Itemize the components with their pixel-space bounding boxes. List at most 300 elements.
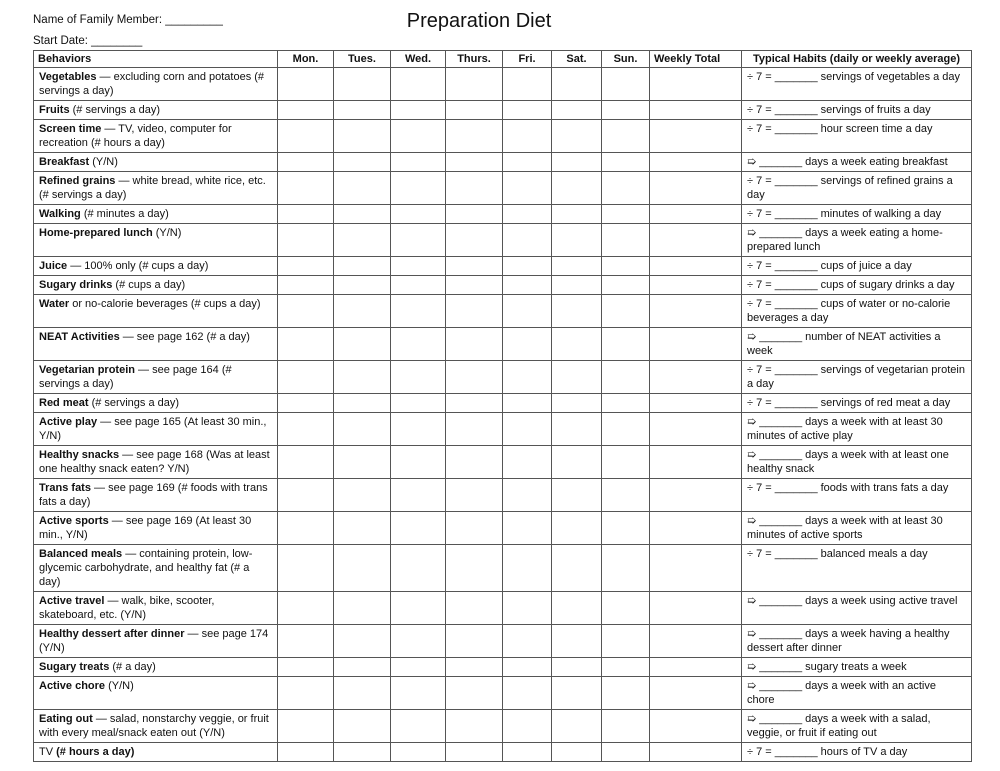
sat-entry-cell[interactable] — [552, 479, 602, 512]
sat-entry-cell[interactable] — [552, 328, 602, 361]
fri-entry-cell[interactable] — [503, 361, 552, 394]
fri-entry-cell[interactable] — [503, 625, 552, 658]
thu-entry-cell[interactable] — [446, 479, 503, 512]
wed-entry-cell[interactable] — [391, 710, 446, 743]
wed-entry-cell[interactable] — [391, 658, 446, 677]
table-row — [34, 328, 972, 361]
fri-entry-cell[interactable] — [503, 743, 552, 762]
behavior-name: Active play — [39, 416, 98, 428]
weekly-total-cell[interactable] — [650, 295, 742, 328]
fri-entry-cell[interactable] — [503, 446, 552, 479]
tue-entry-cell[interactable] — [334, 394, 391, 413]
behavior-name: Sugary drinks — [39, 279, 113, 291]
wed-entry-cell[interactable] — [391, 479, 446, 512]
mon-entry-cell[interactable] — [278, 295, 334, 328]
fri-entry-cell[interactable] — [503, 257, 552, 276]
table-row — [34, 677, 972, 710]
thu-entry-cell[interactable] — [446, 224, 503, 257]
mon-entry-cell[interactable] — [278, 545, 334, 592]
wed-entry-cell[interactable] — [391, 394, 446, 413]
thu-entry-cell[interactable] — [446, 446, 503, 479]
thu-entry-cell[interactable] — [446, 153, 503, 172]
tue-entry-cell[interactable] — [334, 592, 391, 625]
weekly-total-cell[interactable] — [650, 710, 742, 743]
tue-entry-cell[interactable] — [334, 479, 391, 512]
mon-entry-cell[interactable] — [278, 394, 334, 413]
weekly-total-cell[interactable] — [650, 658, 742, 677]
mon-entry-cell[interactable] — [278, 68, 334, 101]
typical-habit-cell: ➯ _______ days a week using active travel — [742, 592, 972, 625]
sat-entry-cell[interactable] — [552, 545, 602, 592]
wed-entry-cell[interactable] — [391, 677, 446, 710]
typical-habit-cell: ➯ _______ days a week eating a home-prepared lunch — [742, 224, 972, 257]
sat-entry-cell[interactable] — [552, 413, 602, 446]
page-title: Preparation Diet — [406, 10, 552, 32]
mon-entry-cell[interactable] — [278, 361, 334, 394]
table-row — [34, 658, 972, 677]
tue-entry-cell[interactable] — [334, 205, 391, 224]
behavior-detail: or no-calorie beverages (# cups a day) — [69, 298, 261, 310]
wed-entry-cell[interactable] — [391, 153, 446, 172]
start-date-field[interactable]: Start Date: ________ — [33, 35, 143, 47]
mon-entry-cell[interactable] — [278, 224, 334, 257]
table-row — [34, 120, 972, 153]
weekly-total-cell[interactable] — [650, 512, 742, 545]
behavior-cell — [34, 446, 278, 479]
mon-entry-cell[interactable] — [278, 479, 334, 512]
sun-entry-cell[interactable] — [602, 743, 650, 762]
typical-habit-cell: ÷ 7 = _______ balanced meals a day — [742, 545, 972, 592]
behavior-detail: — walk, bike, scooter, skateboard, etc. (Y/N) — [39, 595, 215, 621]
tue-entry-cell[interactable] — [334, 512, 391, 545]
table-row — [34, 479, 972, 512]
sun-entry-cell[interactable] — [602, 413, 650, 446]
behavior-name: Healthy dessert after dinner — [39, 628, 185, 640]
wed-entry-cell[interactable] — [391, 101, 446, 120]
fri-entry-cell[interactable] — [503, 479, 552, 512]
behavior-cell — [34, 101, 278, 120]
tue-header: Tues. — [334, 51, 391, 68]
sun-entry-cell[interactable] — [602, 446, 650, 479]
fri-entry-cell[interactable] — [503, 677, 552, 710]
mon-entry-cell[interactable] — [278, 328, 334, 361]
typical-habit-cell: ÷ 7 = _______ minutes of walking a day — [742, 205, 972, 224]
behavior-name: Balanced meals — [39, 548, 123, 560]
fri-entry-cell[interactable] — [503, 413, 552, 446]
typical-habit-cell: ÷ 7 = _______ hour screen time a day — [742, 120, 972, 153]
fri-entry-cell[interactable] — [503, 394, 552, 413]
wed-entry-cell[interactable] — [391, 328, 446, 361]
sun-entry-cell[interactable] — [602, 512, 650, 545]
thu-entry-cell[interactable] — [446, 592, 503, 625]
wed-entry-cell[interactable] — [391, 172, 446, 205]
sat-entry-cell[interactable] — [552, 172, 602, 205]
typical-habit-cell: ÷ 7 = _______ servings of red meat a day — [742, 394, 972, 413]
table-row — [34, 68, 972, 101]
behavior-detail: — see page 165 (At least 30 min., Y/N) — [39, 416, 267, 442]
tue-entry-cell[interactable] — [334, 68, 391, 101]
behavior-detail: — containing protein, low-glycemic carbohydrate, and healthy fat (# a day) — [39, 548, 253, 588]
behavior-cell — [34, 205, 278, 224]
sat-entry-cell[interactable] — [552, 710, 602, 743]
behavior-detail: — see page 162 (# a day) — [119, 331, 250, 343]
sun-entry-cell[interactable] — [602, 276, 650, 295]
table-row — [34, 276, 972, 295]
wed-entry-cell[interactable] — [391, 545, 446, 592]
fri-entry-cell[interactable] — [503, 512, 552, 545]
behavior-cell — [34, 710, 278, 743]
behavior-name: Screen time — [39, 123, 102, 135]
wed-entry-cell[interactable] — [391, 120, 446, 153]
weekly-total-cell[interactable] — [650, 257, 742, 276]
fri-entry-cell[interactable] — [503, 658, 552, 677]
behavior-cell — [34, 172, 278, 205]
typical-habit-cell: ÷ 7 = _______ cups of water or no-calorie beverages a day — [742, 295, 972, 328]
tue-entry-cell[interactable] — [334, 328, 391, 361]
sun-header: Sun. — [602, 51, 650, 68]
behavior-prefix: TV — [39, 746, 57, 758]
thu-entry-cell[interactable] — [446, 68, 503, 101]
table-row — [34, 394, 972, 413]
weekly-total-cell[interactable] — [650, 276, 742, 295]
behavior-name: Walking — [39, 208, 81, 220]
wed-entry-cell[interactable] — [391, 512, 446, 545]
weekly-total-cell[interactable] — [650, 101, 742, 120]
behavior-detail: — excluding corn and potatoes (# servings a day) — [39, 71, 265, 97]
sun-entry-cell[interactable] — [602, 172, 650, 205]
tue-entry-cell[interactable] — [334, 545, 391, 592]
sat-entry-cell[interactable] — [552, 658, 602, 677]
wed-entry-cell[interactable] — [391, 257, 446, 276]
thu-entry-cell[interactable] — [446, 172, 503, 205]
mon-entry-cell[interactable] — [278, 153, 334, 172]
sun-entry-cell[interactable] — [602, 101, 650, 120]
fri-entry-cell[interactable] — [503, 224, 552, 257]
behavior-cell — [34, 677, 278, 710]
behavior-detail: — white bread, white rice, etc. (# servings a day) — [39, 175, 266, 201]
behavior-cell — [34, 625, 278, 658]
tue-entry-cell[interactable] — [334, 413, 391, 446]
mon-header: Mon. — [278, 51, 334, 68]
mon-entry-cell[interactable] — [278, 120, 334, 153]
sun-entry-cell[interactable] — [602, 658, 650, 677]
sat-entry-cell[interactable] — [552, 592, 602, 625]
weekly-total-cell[interactable] — [650, 446, 742, 479]
thu-entry-cell[interactable] — [446, 545, 503, 592]
weekly-total-cell[interactable] — [650, 224, 742, 257]
thu-entry-cell[interactable] — [446, 625, 503, 658]
behavior-name: Vegetarian protein — [39, 364, 135, 376]
behavior-cell — [34, 153, 278, 172]
mon-entry-cell[interactable] — [278, 592, 334, 625]
table-row — [34, 625, 972, 658]
tue-entry-cell[interactable] — [334, 153, 391, 172]
fri-entry-cell[interactable] — [503, 101, 552, 120]
fri-entry-cell[interactable] — [503, 295, 552, 328]
weekly-total-cell[interactable] — [650, 413, 742, 446]
mon-entry-cell[interactable] — [278, 710, 334, 743]
typical-habit-cell: ➯ _______ days a week eating breakfast — [742, 153, 972, 172]
typical-habit-cell: ÷ 7 = _______ cups of juice a day — [742, 257, 972, 276]
typical-habits-header: Typical Habits (daily or weekly average) — [742, 51, 972, 68]
thu-entry-cell[interactable] — [446, 276, 503, 295]
sat-entry-cell[interactable] — [552, 68, 602, 101]
fri-entry-cell[interactable] — [503, 68, 552, 101]
sat-entry-cell[interactable] — [552, 625, 602, 658]
wed-entry-cell[interactable] — [391, 413, 446, 446]
wed-entry-cell[interactable] — [391, 224, 446, 257]
mon-entry-cell[interactable] — [278, 512, 334, 545]
sun-entry-cell[interactable] — [602, 328, 650, 361]
behavior-detail: — see page 169 (# foods with trans fats a day) — [39, 482, 268, 508]
typical-habit-cell: ÷ 7 = _______ foods with trans fats a day — [742, 479, 972, 512]
sun-entry-cell[interactable] — [602, 257, 650, 276]
fri-entry-cell[interactable] — [503, 172, 552, 205]
mon-entry-cell[interactable] — [278, 276, 334, 295]
table-row — [34, 512, 972, 545]
mon-entry-cell[interactable] — [278, 101, 334, 120]
behavior-cell — [34, 592, 278, 625]
sun-entry-cell[interactable] — [602, 361, 650, 394]
tue-entry-cell[interactable] — [334, 172, 391, 205]
weekly-total-cell[interactable] — [650, 743, 742, 762]
mon-entry-cell[interactable] — [278, 658, 334, 677]
weekly-total-cell[interactable] — [650, 205, 742, 224]
sun-entry-cell[interactable] — [602, 68, 650, 101]
sat-entry-cell[interactable] — [552, 205, 602, 224]
thu-entry-cell[interactable] — [446, 394, 503, 413]
weekly-total-cell[interactable] — [650, 328, 742, 361]
weekly-total-cell[interactable] — [650, 172, 742, 205]
behavior-name: NEAT Activities — [39, 331, 120, 343]
tue-entry-cell[interactable] — [334, 361, 391, 394]
sat-header: Sat. — [552, 51, 602, 68]
behavior-cell — [34, 413, 278, 446]
sun-entry-cell[interactable] — [602, 677, 650, 710]
sun-entry-cell[interactable] — [602, 224, 650, 257]
behavior-name: Active sports — [39, 515, 109, 527]
sat-entry-cell[interactable] — [552, 153, 602, 172]
typical-habit-cell: ➯ _______ days a week having a healthy dessert after dinner — [742, 625, 972, 658]
behavior-cell — [34, 120, 278, 153]
behavior-detail: (# a day) — [109, 661, 156, 673]
thu-entry-cell[interactable] — [446, 328, 503, 361]
mon-entry-cell[interactable] — [278, 205, 334, 224]
table-row — [34, 257, 972, 276]
fri-entry-cell[interactable] — [503, 710, 552, 743]
tue-entry-cell[interactable] — [334, 276, 391, 295]
sun-entry-cell[interactable] — [602, 625, 650, 658]
mon-entry-cell[interactable] — [278, 446, 334, 479]
weekly-total-cell[interactable] — [650, 361, 742, 394]
table-row — [34, 413, 972, 446]
weekly-total-cell[interactable] — [650, 68, 742, 101]
behavior-name: Vegetables — [39, 71, 97, 83]
weekly-total-cell[interactable] — [650, 153, 742, 172]
tue-entry-cell[interactable] — [334, 101, 391, 120]
behavior-name: Active travel — [39, 595, 105, 607]
sun-entry-cell[interactable] — [602, 120, 650, 153]
sun-entry-cell[interactable] — [602, 153, 650, 172]
table-row — [34, 743, 972, 762]
sat-entry-cell[interactable] — [552, 224, 602, 257]
typical-habit-cell: ➯ _______ number of NEAT activities a week — [742, 328, 972, 361]
sat-entry-cell[interactable] — [552, 743, 602, 762]
sun-entry-cell[interactable] — [602, 710, 650, 743]
weekly-total-cell[interactable] — [650, 625, 742, 658]
behavior-name: Water — [39, 298, 70, 310]
behavior-name: Sugary treats — [39, 661, 110, 673]
wed-entry-cell[interactable] — [391, 295, 446, 328]
behavior-detail: — see page 168 (Was at least one healthy snack eaten? Y/N) — [39, 449, 270, 475]
tue-entry-cell[interactable] — [334, 625, 391, 658]
behavior-detail: (# servings a day) — [69, 104, 161, 116]
behavior-name: Juice — [39, 260, 68, 272]
behavior-name: Healthy snacks — [39, 449, 120, 461]
fri-entry-cell[interactable] — [503, 592, 552, 625]
table-row — [34, 172, 972, 205]
thu-entry-cell[interactable] — [446, 361, 503, 394]
behavior-name: Breakfast — [39, 156, 90, 168]
tue-entry-cell[interactable] — [334, 446, 391, 479]
tue-entry-cell[interactable] — [334, 295, 391, 328]
sun-entry-cell[interactable] — [602, 205, 650, 224]
mon-entry-cell[interactable] — [278, 677, 334, 710]
behavior-name: Red meat — [39, 397, 89, 409]
wed-header: Wed. — [391, 51, 446, 68]
behavior-name: (# hours a day) — [56, 746, 135, 758]
behavior-name: Home-prepared lunch — [39, 227, 153, 239]
mon-entry-cell[interactable] — [278, 743, 334, 762]
sun-entry-cell[interactable] — [602, 545, 650, 592]
tue-entry-cell[interactable] — [334, 658, 391, 677]
behavior-cell — [34, 479, 278, 512]
sat-entry-cell[interactable] — [552, 120, 602, 153]
behavior-cell — [34, 394, 278, 413]
thu-entry-cell[interactable] — [446, 295, 503, 328]
fri-entry-cell[interactable] — [503, 276, 552, 295]
behavior-detail: — TV, video, computer for recreation (# hours a day) — [39, 123, 232, 149]
table-row — [34, 295, 972, 328]
weekly-total-cell[interactable] — [650, 677, 742, 710]
thu-entry-cell[interactable] — [446, 120, 503, 153]
behavior-cell — [34, 328, 278, 361]
sat-entry-cell[interactable] — [552, 446, 602, 479]
fri-entry-cell[interactable] — [503, 328, 552, 361]
behavior-cell — [34, 68, 278, 101]
sat-entry-cell[interactable] — [552, 101, 602, 120]
wed-entry-cell[interactable] — [391, 68, 446, 101]
typical-habit-cell: ÷ 7 = _______ servings of vegetarian protein a day — [742, 361, 972, 394]
behavior-name: Active chore — [39, 680, 106, 692]
thu-entry-cell[interactable] — [446, 658, 503, 677]
thu-entry-cell[interactable] — [446, 257, 503, 276]
tue-entry-cell[interactable] — [334, 224, 391, 257]
mon-entry-cell[interactable] — [278, 413, 334, 446]
behavior-detail: — 100% only (# cups a day) — [67, 260, 209, 272]
wed-entry-cell[interactable] — [391, 205, 446, 224]
sun-entry-cell[interactable] — [602, 592, 650, 625]
weekly-total-cell[interactable] — [650, 120, 742, 153]
sat-entry-cell[interactable] — [552, 257, 602, 276]
behavior-name: Refined grains — [39, 175, 116, 187]
weekly-total-cell[interactable] — [650, 479, 742, 512]
tue-entry-cell[interactable] — [334, 710, 391, 743]
tue-entry-cell[interactable] — [334, 120, 391, 153]
table-row — [34, 446, 972, 479]
fri-entry-cell[interactable] — [503, 205, 552, 224]
weekly-total-cell[interactable] — [650, 592, 742, 625]
wed-entry-cell[interactable] — [391, 743, 446, 762]
tue-entry-cell[interactable] — [334, 677, 391, 710]
wed-entry-cell[interactable] — [391, 276, 446, 295]
behavior-detail: (Y/N) — [152, 227, 182, 239]
fri-entry-cell[interactable] — [503, 120, 552, 153]
tue-entry-cell[interactable] — [334, 257, 391, 276]
sat-entry-cell[interactable] — [552, 677, 602, 710]
sat-entry-cell[interactable] — [552, 361, 602, 394]
thu-entry-cell[interactable] — [446, 710, 503, 743]
thu-entry-cell[interactable] — [446, 677, 503, 710]
sat-entry-cell[interactable] — [552, 512, 602, 545]
weekly-total-header: Weekly Total — [650, 51, 742, 68]
table-row — [34, 153, 972, 172]
mon-entry-cell[interactable] — [278, 172, 334, 205]
wed-entry-cell[interactable] — [391, 625, 446, 658]
thu-entry-cell[interactable] — [446, 743, 503, 762]
behavior-name: Trans fats — [39, 482, 91, 494]
sun-entry-cell[interactable] — [602, 394, 650, 413]
behavior-cell — [34, 743, 278, 762]
typical-habit-cell: ➯ _______ days a week with an active chore — [742, 677, 972, 710]
weekly-total-cell[interactable] — [650, 545, 742, 592]
behavior-detail: — see page 164 (# servings a day) — [39, 364, 232, 390]
sat-entry-cell[interactable] — [552, 394, 602, 413]
mon-entry-cell[interactable] — [278, 625, 334, 658]
sat-entry-cell[interactable] — [552, 295, 602, 328]
weekly-total-cell[interactable] — [650, 394, 742, 413]
thu-entry-cell[interactable] — [446, 101, 503, 120]
table-row — [34, 224, 972, 257]
wed-entry-cell[interactable] — [391, 592, 446, 625]
thu-entry-cell[interactable] — [446, 205, 503, 224]
table-row — [34, 710, 972, 743]
sat-entry-cell[interactable] — [552, 276, 602, 295]
table-row — [34, 361, 972, 394]
behavior-detail: — see page 169 (At least 30 min., Y/N) — [39, 515, 252, 541]
typical-habit-cell: ÷ 7 = _______ hours of TV a day — [742, 743, 972, 762]
family-member-name-field[interactable]: Name of Family Member: _________ — [33, 14, 223, 26]
fri-entry-cell[interactable] — [503, 545, 552, 592]
behavior-cell — [34, 257, 278, 276]
tue-entry-cell[interactable] — [334, 743, 391, 762]
wed-entry-cell[interactable] — [391, 446, 446, 479]
sun-entry-cell[interactable] — [602, 479, 650, 512]
table-header-row — [34, 51, 972, 68]
mon-entry-cell[interactable] — [278, 257, 334, 276]
diet-tracking-table — [33, 50, 972, 762]
behavior-detail: — see page 174 (Y/N) — [39, 628, 269, 654]
behavior-detail: (# servings a day) — [88, 397, 180, 409]
behavior-name: Eating out — [39, 713, 93, 725]
behavior-detail: (Y/N) — [89, 156, 118, 168]
thu-entry-cell[interactable] — [446, 413, 503, 446]
sun-entry-cell[interactable] — [602, 295, 650, 328]
wed-entry-cell[interactable] — [391, 361, 446, 394]
thu-entry-cell[interactable] — [446, 512, 503, 545]
fri-entry-cell[interactable] — [503, 153, 552, 172]
typical-habit-cell: ➯ _______ days a week with at least 30 minutes of active play — [742, 413, 972, 446]
